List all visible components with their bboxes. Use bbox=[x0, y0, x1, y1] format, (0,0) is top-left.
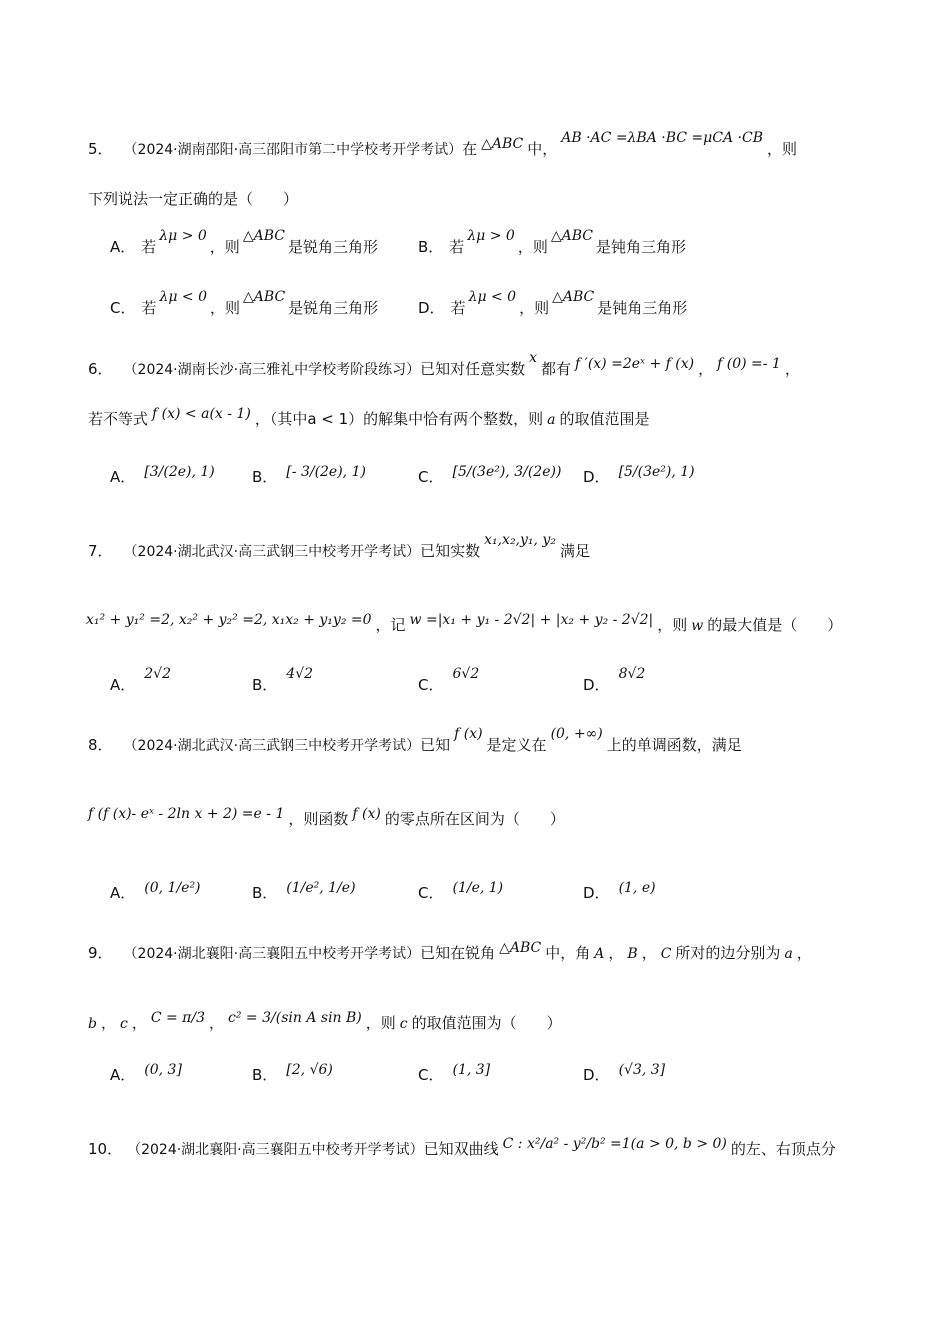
math-expression: f (f (x)- eˣ - 2ln x + 2) =e - 1 bbox=[88, 806, 285, 822]
question-5-stem bbox=[88, 130, 798, 161]
stem-text: ，则函数 bbox=[288, 810, 349, 828]
option-b[interactable] bbox=[252, 666, 316, 697]
math-expression: [3/(2e), 1) bbox=[144, 464, 215, 480]
math-expression: C bbox=[660, 946, 672, 962]
option-text: 是锐角三角形 bbox=[288, 299, 379, 317]
stem-text: 若不等式 bbox=[88, 410, 149, 428]
math-expression: [5/(3e²), 3/(2e)) bbox=[452, 464, 562, 480]
option-text: 若 bbox=[449, 238, 465, 256]
math-expression: c² = 3/(sin A sin B) bbox=[228, 1010, 362, 1026]
option-a[interactable] bbox=[110, 882, 204, 905]
stem-text: 的取值范围为（ ） bbox=[411, 1014, 562, 1032]
option-label: B． bbox=[252, 468, 278, 486]
question-number: 5． bbox=[88, 140, 113, 158]
option-c[interactable] bbox=[110, 289, 379, 320]
stem-text: 中， bbox=[527, 140, 558, 158]
math-expression: λμ < 0 bbox=[468, 289, 517, 305]
math-expression: b bbox=[88, 1016, 97, 1032]
stem-text: ， bbox=[100, 1014, 116, 1032]
option-label: D． bbox=[583, 468, 610, 486]
math-expression: f ′(x) =2eˣ + f (x) bbox=[575, 356, 695, 372]
stem-text: 已知实数 bbox=[420, 542, 481, 560]
math-expression: w =|x₁ + y₁ - 2√2| + |x₂ + y₂ - 2√2| bbox=[409, 612, 654, 628]
math-expression: f (0) =- 1 bbox=[717, 356, 781, 372]
question-6-stem-line2 bbox=[88, 408, 650, 431]
math-expression: △ABC bbox=[552, 289, 595, 305]
math-expression: w bbox=[691, 618, 704, 634]
question-source: （2024·湖北武汉·高三武钢三中校考开学考试） bbox=[130, 738, 421, 754]
math-expression: A bbox=[594, 946, 605, 962]
math-expression: x₁² + y₁² =2, x₂² + y₂² =2, x₁x₂ + y₁y₂ =0 bbox=[86, 612, 372, 628]
question-number: 10． bbox=[88, 1140, 123, 1158]
option-b[interactable] bbox=[252, 1064, 336, 1087]
stem-text: ，则 bbox=[365, 1014, 396, 1032]
option-text: 若 bbox=[141, 238, 157, 256]
stem-text: ，记 bbox=[375, 616, 406, 634]
stem-text: 是定义在 bbox=[486, 736, 547, 754]
option-label: A． bbox=[110, 884, 136, 902]
question-source: （2024·湖北武汉·高三武钢三中校考开学考试） bbox=[130, 544, 421, 560]
math-expression: (1/e, 1) bbox=[452, 880, 504, 896]
option-c[interactable] bbox=[418, 666, 482, 697]
math-expression: (1, 3] bbox=[452, 1062, 491, 1078]
option-a[interactable] bbox=[110, 466, 218, 489]
stem-text: 所对的边分别为 bbox=[675, 944, 781, 962]
question-9-stem bbox=[88, 942, 812, 965]
option-c[interactable] bbox=[418, 882, 506, 905]
math-expression: c bbox=[119, 1016, 128, 1032]
math-expression: [5/(3e²), 1) bbox=[618, 464, 695, 480]
math-expression: [- 3/(2e), 1) bbox=[286, 464, 366, 480]
stem-text: ， bbox=[641, 944, 657, 962]
stem-text: 的取值范围是 bbox=[559, 410, 650, 428]
math-expression: λμ < 0 bbox=[159, 289, 208, 305]
math-expression: (1/e², 1/e) bbox=[286, 880, 356, 896]
question-7-stem-line2 bbox=[86, 614, 842, 637]
stem-text: 已知双曲线 bbox=[423, 1140, 499, 1158]
stem-text: 的零点所在区间为（ ） bbox=[384, 810, 565, 828]
option-d[interactable] bbox=[418, 289, 688, 320]
math-expression: 6√2 bbox=[452, 666, 480, 682]
math-expression: AB ·AC =λBA ·BC =μCA ·CB bbox=[561, 130, 763, 146]
option-a[interactable] bbox=[110, 666, 174, 697]
stem-text: ，（其中a < 1）的解集中恰有两个整数，则 bbox=[254, 410, 544, 428]
option-d[interactable] bbox=[583, 466, 698, 489]
option-b[interactable] bbox=[418, 228, 686, 259]
math-expression: (√3, 3] bbox=[618, 1062, 666, 1078]
option-label: B． bbox=[252, 676, 278, 694]
question-source: （2024·湖北襄阳·高三襄阳五中校考开学考试） bbox=[134, 1142, 424, 1158]
question-6-stem bbox=[88, 350, 800, 381]
option-label: B． bbox=[252, 884, 278, 902]
math-expression: 8√2 bbox=[618, 666, 646, 682]
math-expression: x bbox=[529, 350, 537, 366]
option-text: ，则 bbox=[519, 299, 550, 317]
option-label: A． bbox=[110, 676, 136, 694]
question-source: （2024·湖南长沙·高三雅礼中学校考阶段练习） bbox=[130, 362, 421, 378]
stem-text: ， bbox=[796, 944, 812, 962]
option-text: ，则 bbox=[209, 238, 240, 256]
question-10-stem bbox=[88, 1138, 836, 1161]
option-label: C． bbox=[110, 299, 136, 317]
option-text: 若 bbox=[141, 299, 157, 317]
question-number: 7． bbox=[88, 542, 113, 560]
question-source: （2024·湖北襄阳·高三襄阳五中校考开学考试） bbox=[130, 946, 421, 962]
stem-text: 中，角 bbox=[545, 944, 591, 962]
math-expression: △ABC bbox=[243, 289, 286, 305]
math-expression: 2√2 bbox=[144, 666, 172, 682]
math-expression: a bbox=[784, 946, 793, 962]
option-label: A． bbox=[110, 1066, 136, 1084]
stem-text: 在 bbox=[462, 140, 478, 158]
option-label: D． bbox=[418, 299, 445, 317]
stem-text: ，则 bbox=[657, 616, 688, 634]
option-d[interactable] bbox=[583, 666, 648, 697]
option-label: C． bbox=[418, 1066, 444, 1084]
math-expression: λμ > 0 bbox=[159, 228, 207, 244]
math-expression: f (x) < a(x - 1) bbox=[152, 406, 251, 422]
question-number: 9． bbox=[88, 944, 113, 962]
question-number: 6． bbox=[88, 360, 113, 378]
question-9-stem-line2 bbox=[88, 1012, 562, 1035]
option-c[interactable] bbox=[418, 466, 564, 489]
stem-text: ，则 bbox=[767, 140, 798, 158]
math-expression: c bbox=[399, 1016, 408, 1032]
option-text: ，则 bbox=[210, 299, 241, 317]
math-expression: △ABC bbox=[499, 940, 542, 956]
stem-text: ， bbox=[131, 1014, 147, 1032]
math-expression: [2, √6) bbox=[286, 1062, 333, 1078]
option-d[interactable] bbox=[583, 882, 659, 905]
math-expression: C : x²/a² - y²/b² =1(a > 0, b > 0) bbox=[502, 1136, 727, 1152]
math-expression: △ABC bbox=[242, 228, 285, 244]
option-label: A． bbox=[110, 238, 136, 256]
option-c[interactable] bbox=[418, 1064, 493, 1087]
math-expression: (1, e) bbox=[618, 880, 656, 896]
math-expression: C = π/3 bbox=[150, 1010, 206, 1026]
math-expression: a bbox=[547, 412, 556, 428]
option-label: D． bbox=[583, 1066, 610, 1084]
stem-text: ， bbox=[608, 944, 624, 962]
option-b[interactable] bbox=[252, 882, 359, 905]
stem-text: ， bbox=[698, 360, 714, 378]
option-label: D． bbox=[583, 676, 610, 694]
math-expression: λμ > 0 bbox=[467, 228, 515, 244]
option-text: 若 bbox=[450, 299, 466, 317]
math-expression: 4√2 bbox=[286, 666, 314, 682]
stem-text: 已知对任意实数 bbox=[420, 360, 526, 378]
math-expression: f (x) bbox=[454, 726, 483, 742]
option-label: B． bbox=[252, 1066, 278, 1084]
math-expression: f (x) bbox=[352, 806, 381, 822]
question-8-stem-line2 bbox=[88, 808, 565, 831]
stem-text: ， bbox=[209, 1014, 225, 1032]
question-5-stem-line2: 下列说法一定正确的是（ ） bbox=[88, 190, 299, 208]
option-label: C． bbox=[418, 884, 444, 902]
option-label: D． bbox=[583, 884, 610, 902]
option-text: ，则 bbox=[517, 238, 548, 256]
option-a[interactable] bbox=[110, 1064, 185, 1087]
question-8-stem bbox=[88, 726, 742, 757]
stem-text: 都有 bbox=[541, 360, 572, 378]
math-expression: (0, +∞) bbox=[550, 726, 603, 742]
math-expression: △ABC bbox=[481, 136, 524, 152]
option-label: C． bbox=[418, 468, 444, 486]
option-a[interactable] bbox=[110, 228, 378, 259]
option-label: C． bbox=[418, 676, 444, 694]
stem-text: 的左、右顶点分 bbox=[730, 1140, 836, 1158]
stem-text: 已知 bbox=[420, 736, 451, 754]
stem-text: 已知在锐角 bbox=[420, 944, 496, 962]
math-expression: x₁,x₂,y₁, y₂ bbox=[484, 532, 556, 548]
question-number: 8． bbox=[88, 736, 113, 754]
question-7-stem bbox=[88, 532, 590, 563]
option-text: 是锐角三角形 bbox=[287, 238, 378, 256]
option-d[interactable] bbox=[583, 1064, 668, 1087]
math-expression: (0, 1/e²) bbox=[144, 880, 201, 896]
option-text: 是钝角三角形 bbox=[595, 238, 686, 256]
question-source: （2024·湖南邵阳·高三邵阳市第二中学校考开学考试） bbox=[130, 142, 463, 158]
stem-text: 上的单调函数，满足 bbox=[606, 736, 742, 754]
option-b[interactable] bbox=[252, 466, 369, 489]
math-expression: (0, 3] bbox=[144, 1062, 182, 1078]
option-label: B． bbox=[418, 238, 444, 256]
math-expression: △ABC bbox=[550, 228, 593, 244]
option-label: A． bbox=[110, 468, 136, 486]
option-text: 是钝角三角形 bbox=[597, 299, 688, 317]
math-expression: B bbox=[627, 946, 638, 962]
stem-text: ， bbox=[784, 360, 800, 378]
stem-text: 满足 bbox=[559, 542, 590, 560]
stem-text: 的最大值是（ ） bbox=[707, 616, 843, 634]
